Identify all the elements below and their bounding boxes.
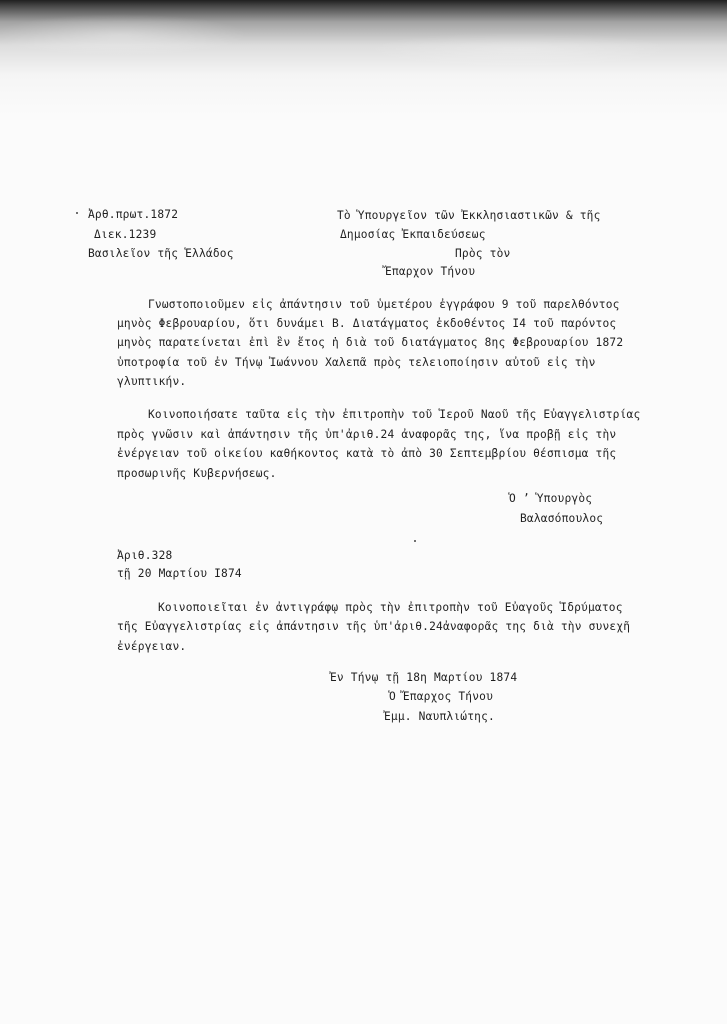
paragraph-2-line: πρὸς γνῶσιν καὶ ἀπάντησιν τῆς ὑπ'ἀριθ.24 ἀναφορᾶς της, ἵνα προβῇ εἰς τὴν [117, 428, 617, 441]
paragraph-3-line: τῆς Εὐαγγελιστρίας εἰς ἀπάντησιν τῆς ὑπ'ἀριθ.24ἀναφορᾶς της διὰ τὴν συνεχῆ [117, 620, 631, 633]
recipient-name: Ἔπαρχον Τήνου [385, 265, 476, 278]
paragraph-2-line: προσωρινῆς Κυβερνήσεως. [117, 467, 277, 480]
prefect-title: Ὁ Ἔπαρχος Τήνου [389, 690, 494, 703]
ministry-line-1: Τὸ Ὑπουργεῖον τῶν Ἐκκλησιαστικῶν & τῆς [337, 209, 601, 222]
paragraph-3-line: ἐνέργειαν. [117, 640, 187, 653]
ministry-line-2: Δημοσίας Ἐκπαιδεύσεως [340, 228, 486, 241]
prefect-place-date: Ἐν Τήνῳ τῇ 18η Μαρτίου 1874 [330, 671, 518, 684]
protocol-number: Ἀρθ.πρωτ.1872 [88, 208, 179, 221]
paragraph-2-line: Κοινοποιήσατε ταῦτα εἰς τὴν ἐπιτροπὴν τοῦ Ἱεροῦ Ναοῦ τῆς Εὐαγγελιστρίας [148, 408, 641, 421]
paragraph-3-line: Κοινοποιεῖται ἐν ἀντιγράφῳ πρὸς τὴν ἐπιτροπὴν τοῦ Εὐαγοῦς Ἱδρύματος [158, 601, 623, 614]
diek-number: Διεκ.1239 [94, 228, 157, 241]
paragraph-2-line: ἐνέργειαν τοῦ οἰκείου καθήκοντος κατὰ τὸ ἀπὸ 30 Σεπτεμβρίου θέσπισμα τῆς [117, 447, 617, 460]
prefect-name: Ἐμμ. Ναυπλιώτης. [384, 710, 495, 723]
second-reference-number: Ἀριθ.328 [117, 549, 173, 562]
kingdom-heading: Βασιλεῖον τῆς Ἑλλάδος [88, 247, 234, 260]
paragraph-1-line: ὑποτροφία τοῦ ἐν Τήνῳ Ἰωάννου Χαλεπᾶ πρὸς τελειοποίησιν αὐτοῦ εἰς τὴν [117, 356, 596, 369]
scan-shadow-band [0, 0, 727, 120]
stray-mark [414, 540, 416, 542]
recipient-prefix: Πρὸς τὸν [455, 247, 511, 260]
paragraph-1-line: μηνὸς Φεβρουαρίου, ὅτι δυνάμει Β. Διατάγματος ἐκδοθέντος Ι4 τοῦ παρόντος [117, 317, 617, 330]
minister-name: Βαλασόπουλος [520, 512, 604, 525]
paragraph-1-line: γλυπτικήν. [117, 375, 187, 388]
paragraph-1-line: Γνωστοποιοῦμεν εἰς ἀπάντησιν τοῦ ὑμετέρου ἐγγράφου 9 τοῦ παρελθόντος [148, 298, 620, 311]
stray-mark [76, 212, 78, 214]
minister-title: Ὁ ʼ Ὑπουργὸς [509, 492, 593, 505]
second-reference-date: τῇ 20 Μαρτίου Ι874 [117, 567, 242, 580]
paragraph-1-line: μηνὸς παρατείνεται ἐπὶ ἓν ἔτος ἡ διὰ τοῦ διατάγματος 8ης Φεβρουαρίου 1872 [117, 336, 624, 349]
